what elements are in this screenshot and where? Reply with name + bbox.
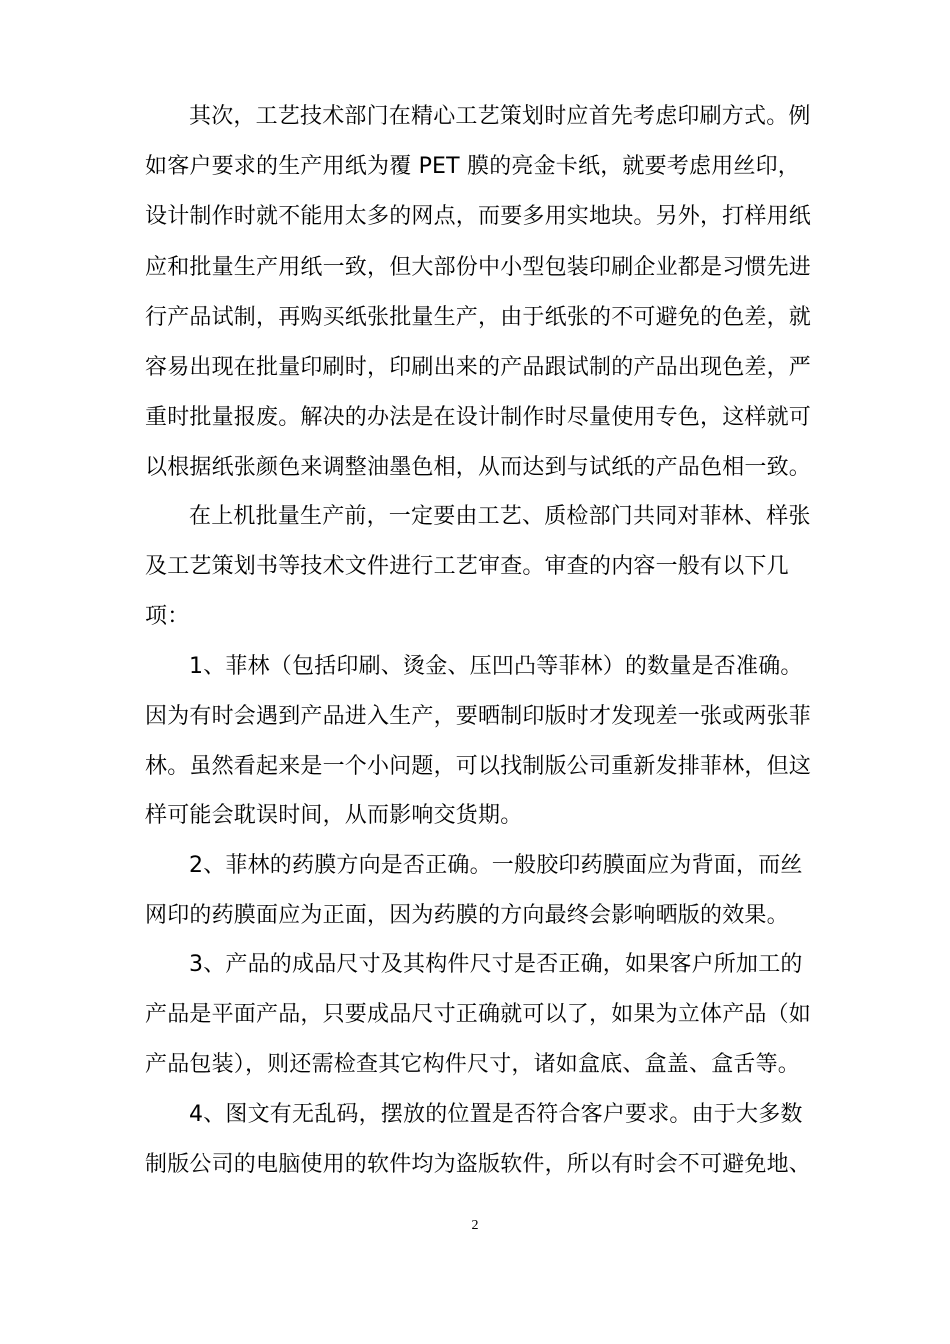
paragraph-1-line-6: 容易出现在批量印刷时，印刷出来的产品跟试制的产品出现色差，严	[145, 355, 812, 380]
paragraph-6-line-2: 制版公司的电脑使用的软件均为盗版软件，所以有时会不可避免地、	[145, 1152, 812, 1177]
paragraph-5-line-2: 产品是平面产品，只要成品尺寸正确就可以了，如果为立体产品（如	[145, 1002, 812, 1027]
paragraph-2-line-3: 项：	[145, 604, 190, 629]
paragraph-5-line-1: 3、产品的成品尺寸及其构件尺寸是否正确，如果客户所加工的	[189, 952, 803, 977]
paragraph-1-line-4: 应和批量生产用纸一致，但大部份中小型包装印刷企业都是习惯先进	[145, 255, 812, 280]
paragraph-4-line-2: 网印的药膜面应为正面，因为药膜的方向最终会影响晒版的效果。	[145, 903, 789, 928]
paragraph-3-line-2: 因为有时会遇到产品进入生产，要晒制印版时才发现差一张或两张菲	[145, 704, 812, 729]
paragraph-3-line-4: 样可能会耽误时间，从而影响交货期。	[145, 803, 523, 828]
paragraph-1-line-3: 设计制作时就不能用太多的网点，而要多用实地块。另外，打样用纸	[145, 204, 812, 229]
paragraph-3-line-3: 林。虽然看起来是一个小问题，可以找制版公司重新发排菲林，但这	[145, 754, 812, 779]
paragraph-1-line-1: 其次，工艺技术部门在精心工艺策划时应首先考虑印刷方式。例	[189, 104, 811, 129]
paragraph-1-line-2: 如客户要求的生产用纸为覆 PET 膜的亮金卡纸，就要考虑用丝印，	[145, 154, 800, 179]
page-number: 2	[471, 1218, 479, 1233]
paragraph-1-line-7: 重时批量报废。解决的办法是在设计制作时尽量使用专色，这样就可	[145, 405, 812, 430]
paragraph-3-line-1: 1、菲林（包括印刷、烫金、压凹凸等菲林）的数量是否准确。	[189, 654, 803, 679]
paragraph-5-line-3: 产品包装），则还需检查其它构件尺寸，诸如盒底、盒盖、盒舌等。	[145, 1052, 801, 1077]
paragraph-1-line-5: 行产品试制，再购买纸张批量生产，由于纸张的不可避免的色差，就	[145, 305, 812, 330]
paragraph-2-line-1: 在上机批量生产前，一定要由工艺、质检部门共同对菲林、样张	[189, 504, 811, 529]
paragraph-2-line-2: 及工艺策划书等技术文件进行工艺审查。审查的内容一般有以下几	[145, 554, 789, 579]
paragraph-6-line-1: 4、图文有无乱码，摆放的位置是否符合客户要求。由于大多数	[189, 1102, 803, 1127]
paragraph-1-line-8: 以根据纸张颜色来调整油墨色相，从而达到与试纸的产品色相一致。	[145, 455, 812, 480]
paragraph-4-line-1: 2、菲林的药膜方向是否正确。一般胶印药膜面应为背面，而丝	[189, 853, 803, 878]
